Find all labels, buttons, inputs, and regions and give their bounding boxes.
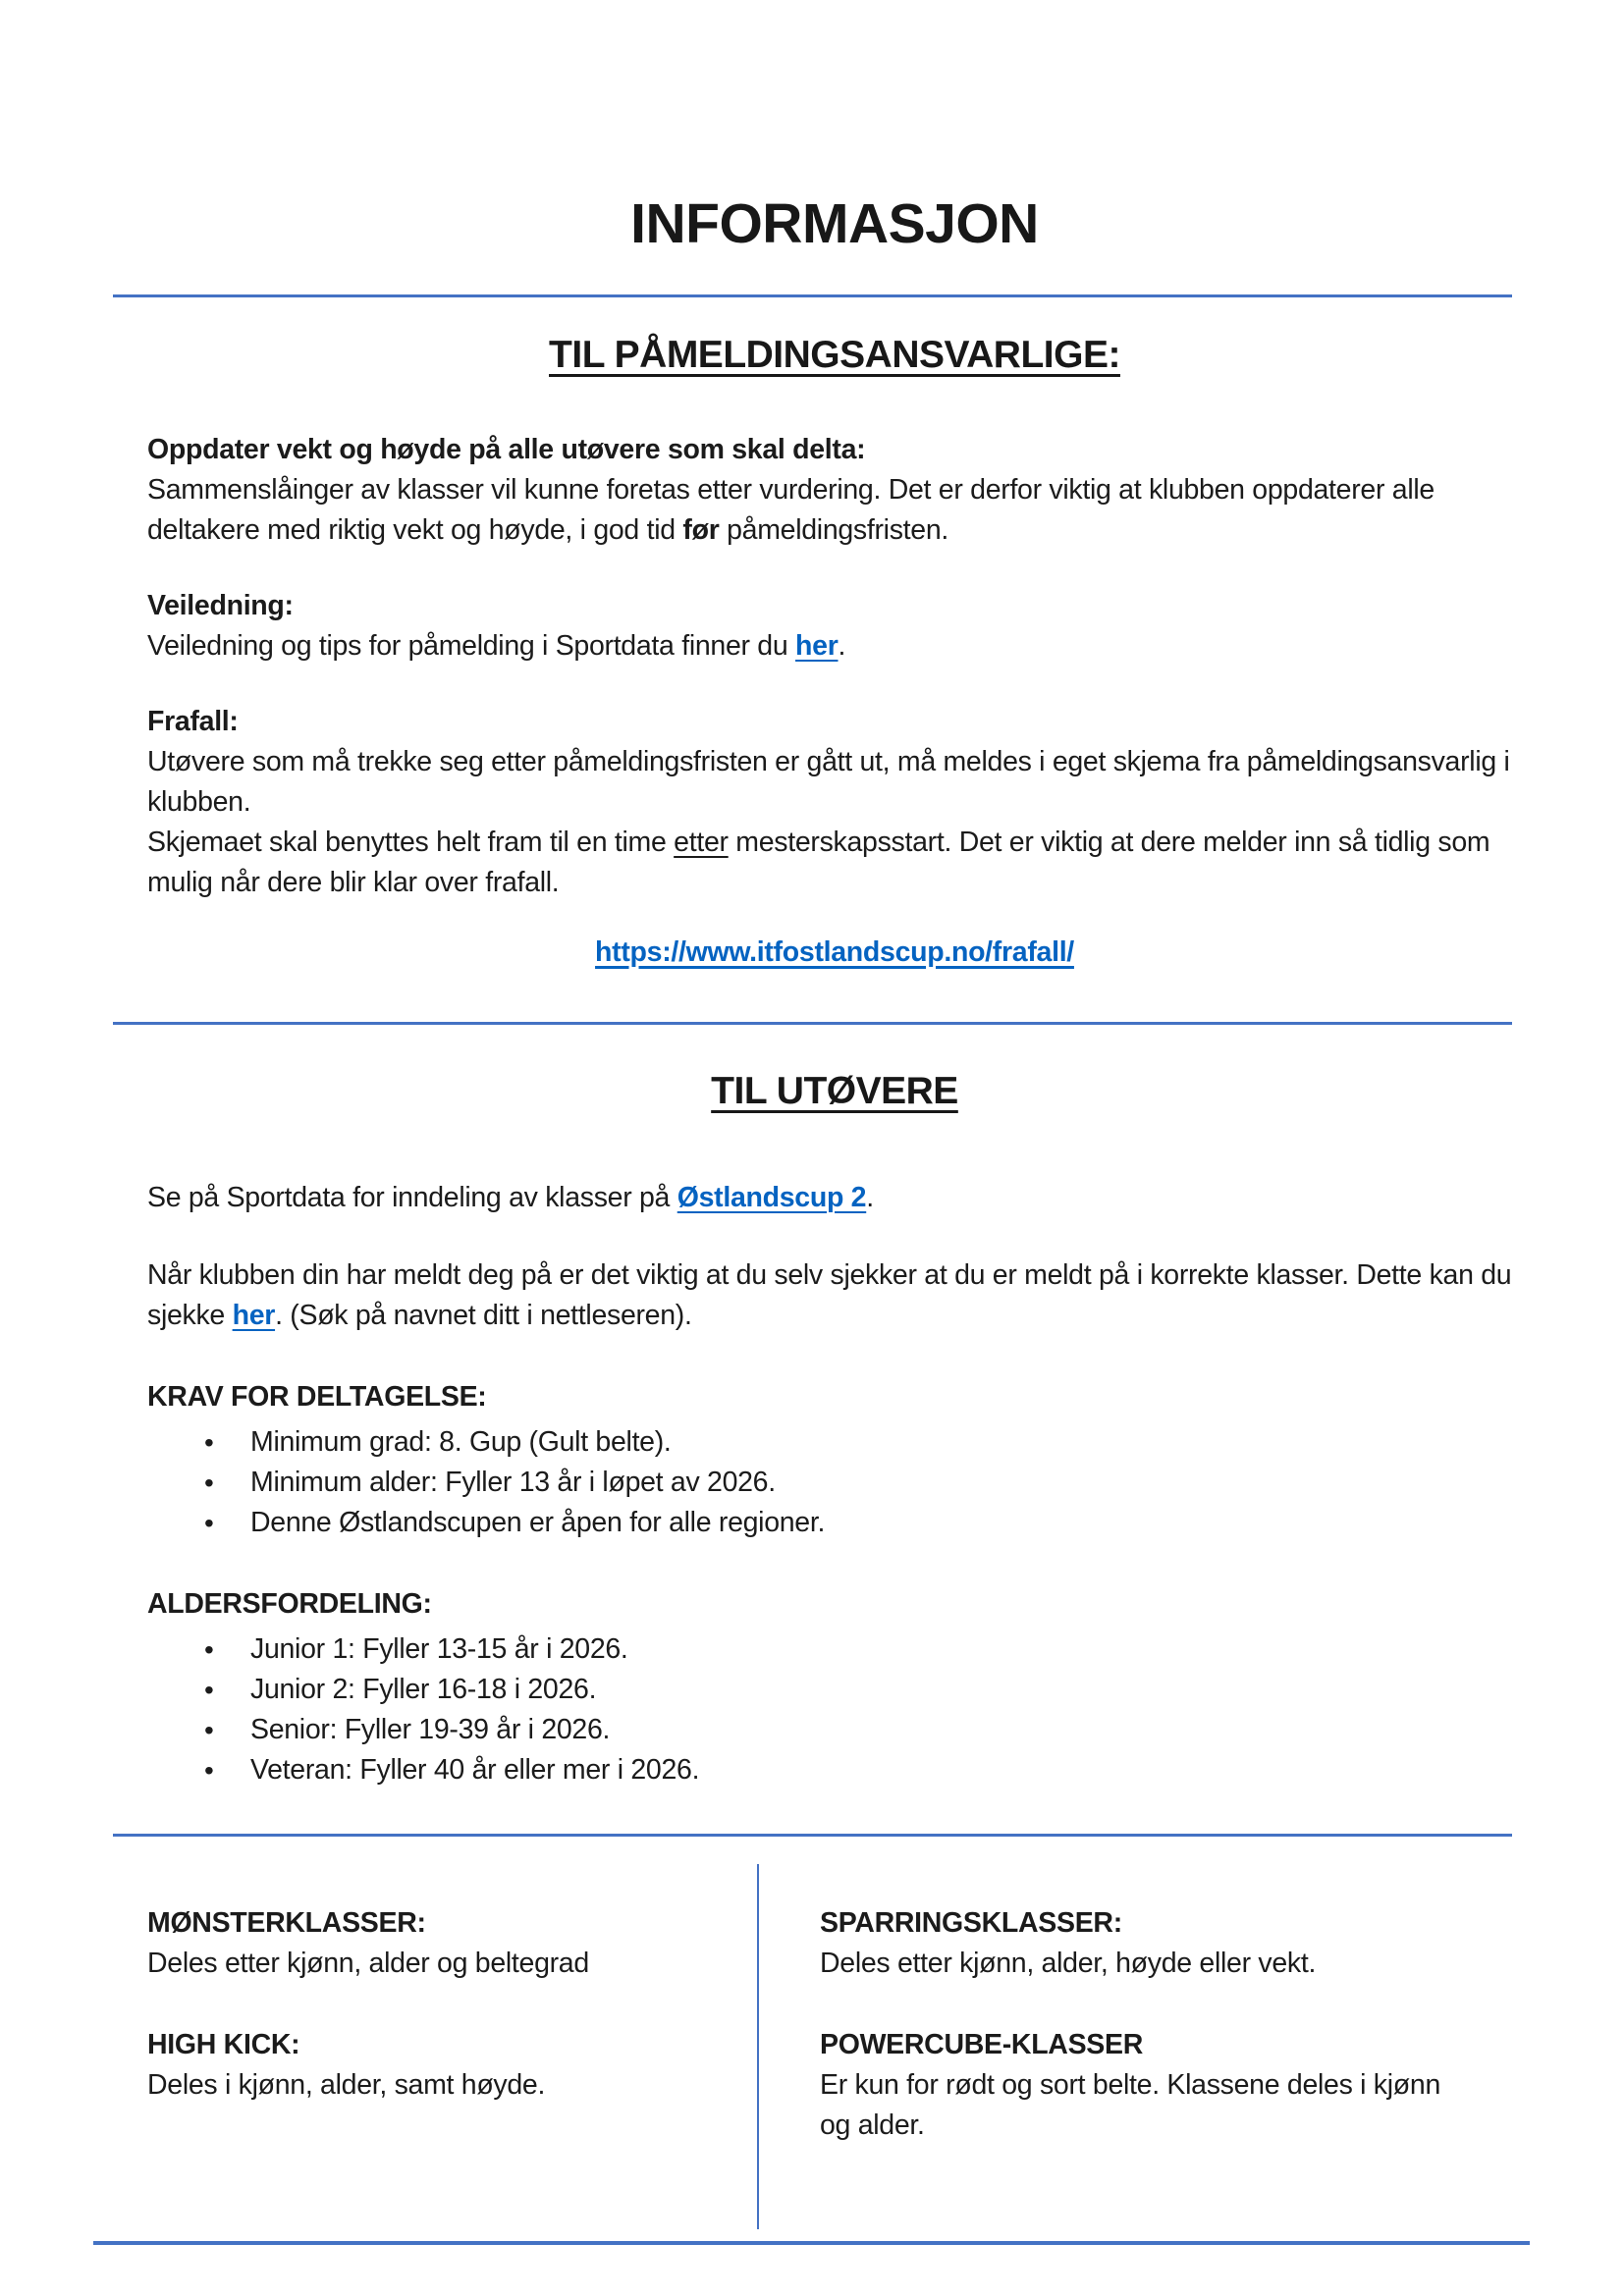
age-groups-list xyxy=(147,1629,1522,1790)
update-weight-heading: Oppdater vekt og høyde på alle utøvere som skal delta: xyxy=(147,434,866,465)
guidance-text: Veiledning og tips for påmelding i Sportdata finner du xyxy=(147,630,796,662)
monster-classes-block xyxy=(147,1903,757,1984)
guidance-heading: Veiledning: xyxy=(147,590,294,621)
guidance-text-after: . xyxy=(838,630,846,662)
check-text-a: Når klubben din har meldt deg på er det viktig at du selv sjekker at du er meldt på i korrekte klasser. Dette kan du sjekke xyxy=(147,1259,1512,1331)
horizontal-rule-top xyxy=(113,294,1512,297)
ostlandscup-link[interactable]: Østlandscup 2 xyxy=(677,1182,867,1213)
classes-line xyxy=(147,1178,1522,1218)
list-item: • Veteran: Fyller 40 år eller mer i 2026. xyxy=(147,1750,1522,1790)
check-text-b: . (Søk på navnet ditt i nettleseren). xyxy=(275,1300,692,1331)
horizontal-rule-bottom xyxy=(93,2241,1530,2245)
withdrawal-link-line xyxy=(147,933,1522,973)
column-right xyxy=(759,1864,1522,2229)
check-her-link[interactable]: her xyxy=(232,1300,276,1331)
horizontal-rule-above-columns xyxy=(113,1834,1512,1837)
guidance-body xyxy=(147,626,1522,667)
frafall-url-link[interactable]: https://www.itfostlandscup.no/frafall/ xyxy=(595,936,1074,968)
requirements-heading: KRAV FOR DELTAGELSE: xyxy=(147,1381,487,1413)
withdrawal-p2-text-b: mesterskapsstart. Det er viktig at dere melder inn så tidlig som mulig når dere blir klar over frafall. xyxy=(147,827,1490,898)
update-body-text-2: påmeldingsfristen. xyxy=(719,514,949,546)
high-kick-block xyxy=(147,2025,757,2106)
list-item: • Minimum alder: Fyller 13 år i løpet av 2026. xyxy=(147,1463,1522,1503)
section-heading-athletes: TIL UTØVERE xyxy=(711,1070,958,1112)
monster-classes-heading: MØNSTERKLASSER: xyxy=(147,1907,426,1939)
requirements-list xyxy=(147,1422,1522,1543)
sparring-classes-heading: SPARRINGSKLASSER: xyxy=(820,1907,1122,1939)
list-item: • Senior: Fyller 19-39 år i 2026. xyxy=(147,1710,1522,1750)
withdrawal-heading: Frafall: xyxy=(147,706,239,737)
horizontal-rule-middle xyxy=(113,1022,1512,1025)
age-groups-heading: ALDERSFORDELING: xyxy=(147,1588,432,1620)
withdrawal-paragraph-1: Utøvere som må trekke seg etter påmeldingsfristen er gått ut, må meldes i eget skjema fra påmeldingsansvarlig i klubben. xyxy=(147,746,1510,818)
powercube-classes-heading: POWERCUBE-KLASSER xyxy=(820,2029,1143,2060)
update-weight-body xyxy=(147,470,1522,551)
monster-classes-body: Deles etter kjønn, alder og beltegrad xyxy=(147,1948,589,1979)
withdrawal-p2-underlined-word: etter xyxy=(674,827,729,858)
column-left xyxy=(147,1864,757,2229)
check-registration-line xyxy=(147,1255,1522,1336)
powercube-classes-block xyxy=(820,2025,1477,2146)
list-item: • Denne Østlandscupen er åpen for alle regioner. xyxy=(147,1503,1522,1543)
guidance-her-link[interactable]: her xyxy=(795,630,839,662)
section-heading-registration: TIL PÅMELDINGSANSVARLIGE: xyxy=(549,334,1120,376)
high-kick-heading: HIGH KICK: xyxy=(147,2029,300,2060)
list-item: • Junior 2: Fyller 16-18 i 2026. xyxy=(147,1670,1522,1710)
sparring-classes-body: Deles etter kjønn, alder, høyde eller vekt. xyxy=(820,1948,1317,1979)
sparring-classes-block xyxy=(820,1903,1477,1984)
update-body-text-1: Sammenslåinger av klasser vil kunne foretas etter vurdering. Det er derfor viktig at klubben oppdaterer alle deltakere med riktig vekt og høyde, i god tid xyxy=(147,474,1435,546)
list-item: • Junior 1: Fyller 13-15 år i 2026. xyxy=(147,1629,1522,1670)
list-item: • Minimum grad: 8. Gup (Gult belte). xyxy=(147,1422,1522,1463)
high-kick-body: Deles i kjønn, alder, samt høyde. xyxy=(147,2069,546,2101)
update-body-bold-word: før xyxy=(682,514,720,546)
powercube-classes-body: Er kun for rødt og sort belte. Klassene deles i kjønn og alder. xyxy=(820,2069,1440,2141)
withdrawal-p2-text-a: Skjemaet skal benyttes helt fram til en time xyxy=(147,827,675,858)
classes-text-a: Se på Sportdata for inndeling av klasser på xyxy=(147,1182,677,1213)
class-types-columns xyxy=(147,1864,1522,2229)
withdrawal-paragraph-2 xyxy=(147,823,1522,903)
classes-text-b: . xyxy=(866,1182,874,1213)
page-title: INFORMASJON xyxy=(630,192,1039,255)
